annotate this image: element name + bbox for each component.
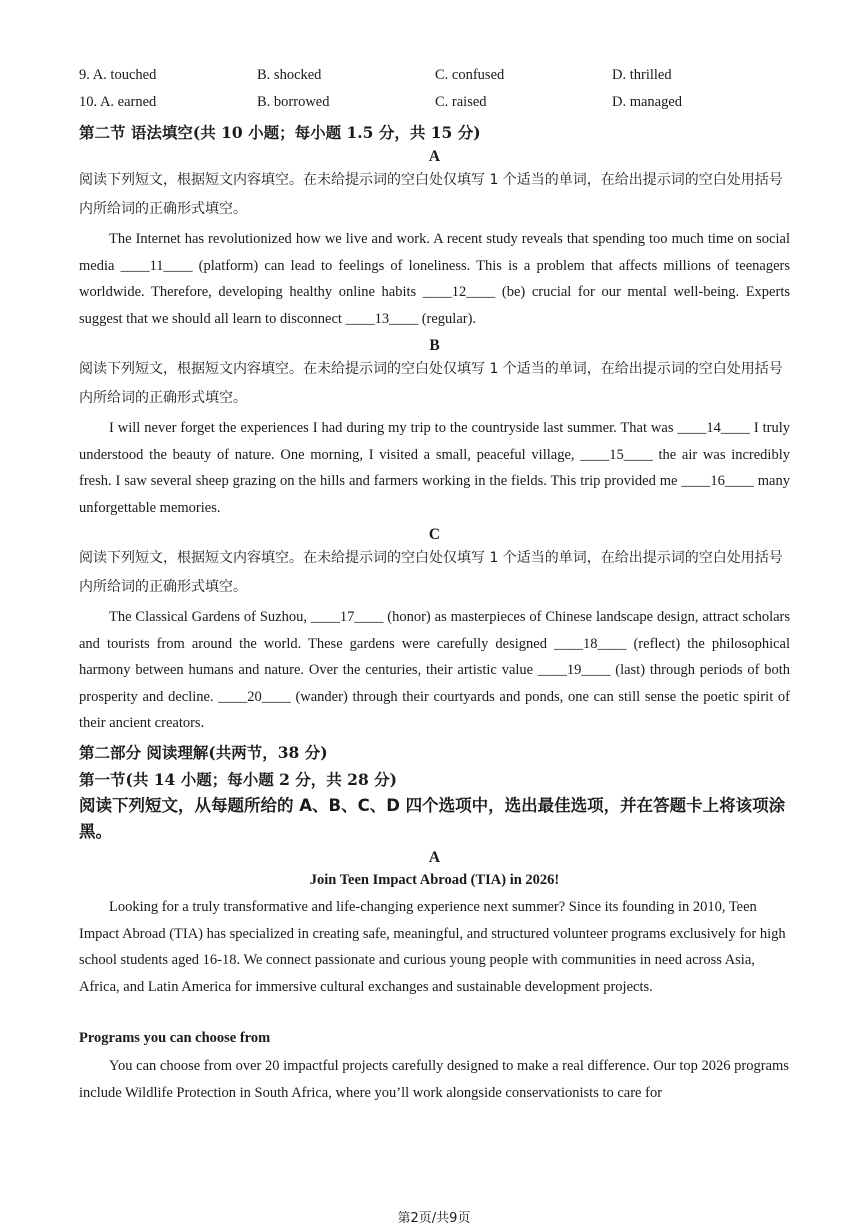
- reading-a-para2: You can choose from over 20 impactful projects carefully designed to make a real difference. Our top 2026 programs include Wildlife Protection in South Africa, where you’ll work alongside conservationists to care for: [79, 1058, 789, 1101]
- option-d: D. thrilled: [612, 67, 672, 83]
- part-b-instruction: 阅读下列短文，根据短文内容填空。在未给提示词的空白处仅填写 1 个适当的单词，在给出提示词的空白处用括号内所给词的正确形式填空。: [79, 361, 783, 406]
- reading-a-para1: Looking for a truly transformative and life-changing experience next summer? Since its founding in 2010, Teen Impact Abroad (TIA) has specialized in creating safe, meaningful, and structured volunteer programs exclusively for high school students aged 16-18. We connect passionate and curious young people with communities in need across Asia, Africa, and Latin America for immersive cultural exchanges and sustainable development projects.: [79, 899, 786, 995]
- reading-a-letter: A: [428, 849, 441, 866]
- option-c: C. raised: [435, 94, 487, 110]
- reading-a-subheading: Programs you can choose from: [79, 1030, 271, 1046]
- section1-heading: 第一节(共 14 小题；每小题 2 分，共 28 分): [79, 770, 397, 789]
- reading-instruction: 阅读下列短文，从每题所给的 A、B、C、D 四个选项中，选出最佳选项，并在答题卡上将该项涂黑。: [79, 796, 786, 841]
- page-footer: 第2页/共9页: [397, 1211, 471, 1226]
- part-a-instruction: 阅读下列短文，根据短文内容填空。在未给提示词的空白处仅填写 1 个适当的单词，在给出提示词的空白处用括号内所给词的正确形式填空。: [79, 172, 783, 217]
- part-a-letter: A: [428, 148, 441, 165]
- part2-heading: 第二部分 阅读理解(共两节，38 分): [79, 743, 328, 762]
- part-a-text: The Internet has revolutionized how we live and work. A recent study reveals that spending too much time on social media ____11____ (platform) can lead to feelings of loneliness. This is a problem that affects millions of teenagers worldwide. Therefore, developing healthy online habits ____12____ (be) crucial for our mental well-being. Experts suggest that we should all learn to disconnect ____13____ (regular).: [79, 231, 790, 327]
- part-b-text: I will never forget the experiences I had during my trip to the countryside last summer. That was ____14____ I truly understood the beauty of nature. One morning, I visited a small, peaceful village, ____15____ the air was incredibly fresh. I saw several sheep grazing on the hills and farmers working in the fields. This trip provided me ____16____ many unforgettable memories.: [79, 420, 790, 516]
- section2-heading: 第二节 语法填空(共 10 小题；每小题 1.5 分，共 15 分): [79, 123, 481, 142]
- part-b-letter: B: [429, 337, 440, 354]
- option-c: C. confused: [435, 67, 505, 83]
- option-a: 9. A. touched: [79, 67, 157, 83]
- option-a: 10. A. earned: [79, 94, 157, 110]
- part-c-letter: C: [428, 526, 441, 543]
- option-d: D. managed: [612, 94, 683, 110]
- option-b: B. borrowed: [257, 94, 330, 110]
- part-c-text: The Classical Gardens of Suzhou, ____17____ (honor) as masterpieces of Chinese landscape design, attract scholars and tourists from around the world. These gardens were carefully designed ____18____ (reflect) the philosophical harmony between humans and nature. Over the centuries, their artistic value ____19____ (last) through periods of both prosperity and decline. ____20____ (wander) through their courtyards and ponds, one can still sense the poetic spirit of their ancient creators.: [79, 609, 790, 731]
- part-c-instruction: 阅读下列短文，根据短文内容填空。在未给提示词的空白处仅填写 1 个适当的单词，在给出提示词的空白处用括号内所给词的正确形式填空。: [79, 550, 783, 595]
- reading-a-title: Join Teen Impact Abroad (TIA) in 2026!: [309, 872, 560, 888]
- option-b: B. shocked: [257, 67, 322, 83]
